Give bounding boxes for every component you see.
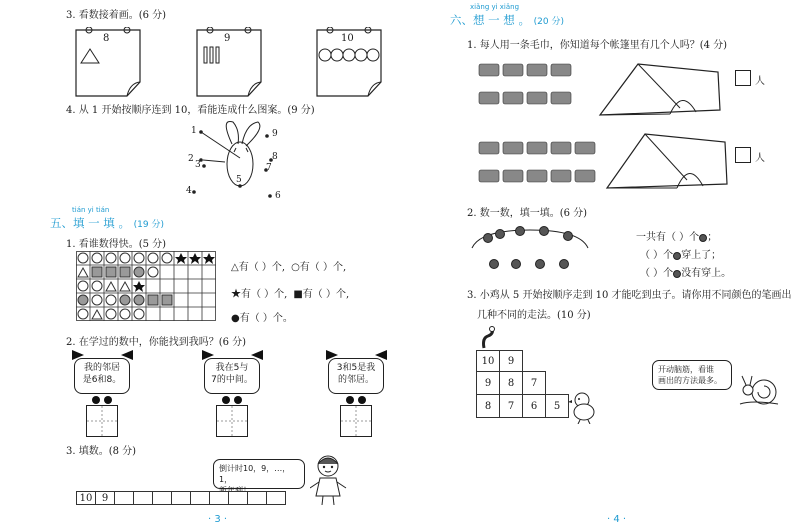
section5-title: 五、填 一 填 。 (19 分): [50, 216, 164, 230]
bead-icon: [673, 252, 681, 260]
tent-1-answer-box[interactable]: [735, 70, 751, 86]
answer-box[interactable]: [86, 405, 118, 437]
grid-cell[interactable]: 7: [522, 371, 546, 395]
dot-label-9: 9: [272, 129, 278, 139]
section5-pinyin: tián yi tián: [72, 206, 110, 214]
tent-2-answer-box[interactable]: [735, 147, 751, 163]
dot-label-1: 1: [191, 126, 197, 136]
speech-bubble: 3和5是我 的邻居。: [328, 358, 384, 394]
strip-cell[interactable]: [247, 491, 267, 505]
strip-cell[interactable]: [152, 491, 172, 505]
strip-cell[interactable]: [133, 491, 153, 505]
grid-cell[interactable]: 9: [499, 350, 523, 372]
tent-2-icon: [605, 130, 730, 192]
dot-label-7: 7: [266, 163, 272, 173]
towels-group-2: [478, 140, 603, 190]
snail-icon: [738, 370, 784, 410]
q2-find-label: 2. 在学过的数中，你能找到我吗？(6 分): [66, 337, 247, 348]
worm-icon: [480, 326, 500, 350]
dot-label-6: 6: [275, 191, 281, 201]
number-character-1: [70, 348, 135, 448]
calendar-card-8: [75, 27, 141, 97]
number-strip: [76, 491, 286, 505]
tent-1-icon: [598, 60, 723, 118]
page-number-right: · 4 ·: [607, 514, 627, 525]
q3-chick-label-2: 几种不同的走法。(10 分): [477, 310, 591, 321]
strip-cell[interactable]: [114, 491, 134, 505]
strip-cell[interactable]: [171, 491, 191, 505]
dot-label-4: 4: [186, 186, 192, 196]
q1-count-label: 1. 看谁数得快。(5 分): [66, 239, 167, 250]
grid-cell[interactable]: 8: [499, 371, 523, 395]
grid-cell[interactable]: 10: [476, 350, 500, 372]
count-row-2: ★有（ ）个, ■有（ ）个,: [231, 289, 350, 300]
bead-line-2: （ ）个 穿上了；: [640, 250, 722, 261]
hint-speech: 开动脑筋，看谁 画出的方法最多。: [652, 360, 732, 390]
number-character-3: [324, 348, 389, 448]
calendar-card-9: [196, 27, 262, 97]
number-character-2: [200, 348, 265, 448]
strip-cell[interactable]: [190, 491, 210, 505]
grid-cell[interactable]: 7: [499, 394, 523, 418]
calendar-card-10: [316, 27, 382, 97]
count-row-1: △有（ ）个, ○有（ ）个,: [231, 262, 347, 273]
card-number: 8: [103, 33, 110, 44]
q3-chick-label-1: 3. 小鸡从 5 开始按顺序走到 10 才能吃到虫子。请你用不同颜色的笔画出: [467, 290, 792, 301]
bead-line-3: （ ）个 没有穿上。: [640, 268, 732, 279]
section6-pinyin: xiǎng yi xiǎng: [470, 3, 520, 11]
strip-cell[interactable]: [266, 491, 286, 505]
q2-beads-label: 2. 数一数，填一填。(6 分): [467, 208, 588, 219]
dot-label-2: 2: [188, 154, 194, 164]
girl-illustration: [310, 452, 350, 507]
beads-string: [470, 222, 592, 272]
grid-cell[interactable]: 6: [522, 394, 546, 418]
dot-label-5: 5: [236, 175, 242, 185]
dot-label-8: 8: [272, 152, 278, 162]
dot-label-3: 3: [195, 160, 201, 170]
grid-cell[interactable]: 5: [545, 394, 569, 418]
towels-group-1: [478, 62, 578, 110]
tent-1-unit: 人: [755, 76, 765, 87]
q3-see-draw-label: 3. 看数接着画。(6 分): [66, 10, 167, 21]
speech-bubble: 我的邻居 是6和8。: [74, 358, 130, 394]
page-number-left: · 3 ·: [208, 514, 228, 525]
chick-icon: [568, 390, 598, 424]
stair-grid: [476, 350, 572, 420]
q3-fill-label: 3. 填数。(8 分): [66, 446, 137, 457]
tent-2-unit: 人: [755, 153, 765, 164]
card-number: 10: [341, 33, 354, 44]
strip-cell: 10: [76, 491, 96, 505]
countdown-speech: 倒计时10，9，…，1，: [213, 459, 305, 489]
count-row-3: ●有（ ）个。: [231, 313, 293, 324]
bead-line-1: 一共有（ ）个 ；: [636, 232, 718, 243]
strip-cell[interactable]: [209, 491, 229, 505]
shapes-grid: [76, 251, 216, 321]
answer-box[interactable]: [216, 405, 248, 437]
speech-bubble: 我在5与 7的中间。: [204, 358, 260, 394]
bead-icon: [673, 270, 681, 278]
grid-cell[interactable]: 8: [476, 394, 500, 418]
q4-connect-label: 4. 从 1 开始按顺序连到 10，看能连成什么图案。(9 分): [66, 105, 315, 116]
strip-cell: 9: [95, 491, 115, 505]
bead-icon: [699, 234, 707, 242]
q1-towels-label: 1. 每人用一条毛巾，你知道每个帐篷里有几个人吗？(4 分): [467, 40, 728, 51]
strip-cell[interactable]: [228, 491, 248, 505]
answer-box[interactable]: [340, 405, 372, 437]
section6-title: 六、想 一 想 。 (20 分): [450, 13, 564, 27]
card-number: 9: [224, 33, 231, 44]
grid-cell[interactable]: 9: [476, 371, 500, 395]
